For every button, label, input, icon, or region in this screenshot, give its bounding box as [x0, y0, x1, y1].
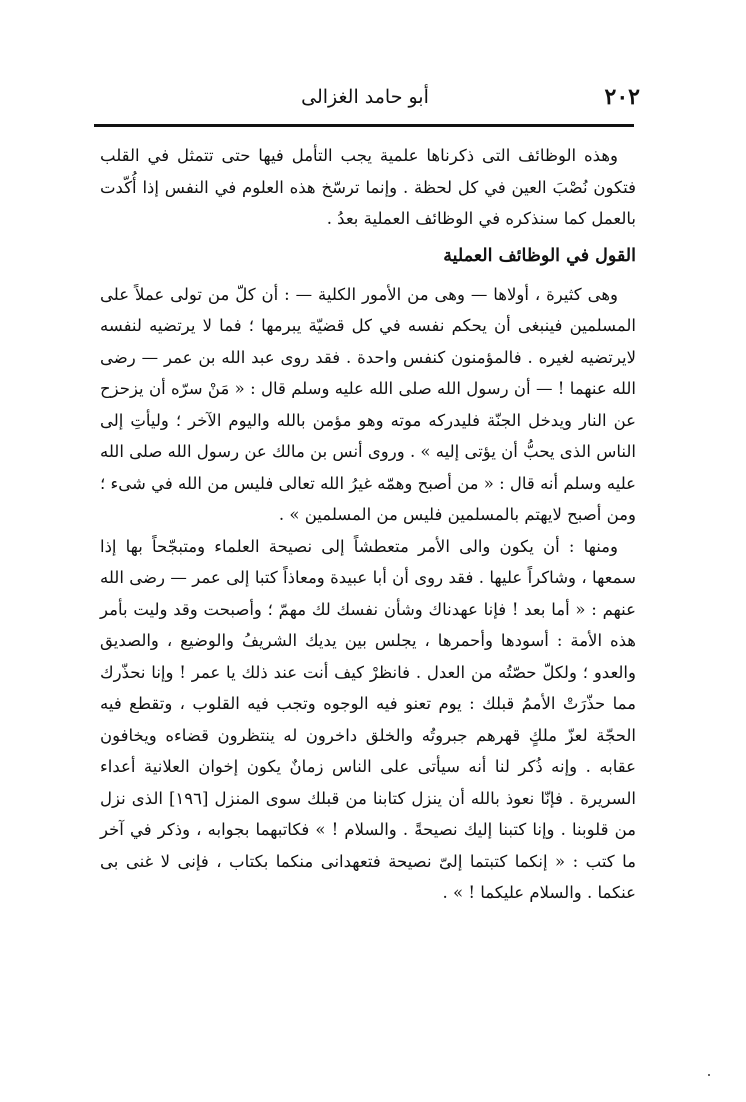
- paragraph-2: ومنها : أن يكون والى الأمر متعطشاً إلى نصيحة العلماء ومتبجّحاً بها إذا سمعها ، وشاكراً عليها . فقد روى أن أبا عبيدة ومعاذاً كتبا إلى عمر — رضى الله عنهم : « أما بعد ! فإنا عهدناك وشأن نفسك لك مهمّ ؛ وأصبحت وقد وليت بأمر هذه الأمة : أسودها وأحمرها ، يجلس بين يديك الشريفُ والوضيع ، والصديق والعدو ؛ ولكلّ حصّتُه من العدل . فانظرْ كيف أنت عند ذلك يا عمر ! وإنا نحذّرك مما حذّرَتْ الأممُ قبلك : يوم تعنو فيه الوجوه وتجب فيه القلوب ، وتقطع فيه الحجّة لعزّ ملكٍ قهرهم جبروتُه والخلق داخرون له ينتظرون قضاءه ويخافون عقابه . وإنه ذُكر لنا أنه سيأتى على الناس زمانٌ يكون إخوان العلانية أعداء السريرة . فإنّا نعوذ بالله أن ينزل كتابنا من قبلك سوى المنزل [١٩٦] الذى نزل من قلوبنا . وإنا كتبنا إليك نصيحةً . والسلام ! » فكاتبهما بجوابه ، وذكر في آخر ما كتب : « إنكما كتبتما إلىّ نصيحة فتعهدانى منكما بكتاب ، فإنى لا غنى بى عنكما . والسلام عليكما ! » .: [100, 536, 636, 902]
- body-text: [100, 140, 636, 909]
- intro-paragraph: وهذه الوظائف التى ذكرناها علمية يجب التأمل فيها حتى تتمثل في القلب فتكون نُصْبَ العين في كل لحظة . وإنما ترسّخ هذه العلوم في النفس إذا أُكّدت بالعمل كما سنذكره في الوظائف العملية بعدُ .: [100, 146, 636, 228]
- running-header: [90, 80, 640, 120]
- running-title: أبو حامد الغزالى: [301, 86, 429, 108]
- header-rule: [94, 124, 634, 127]
- section-heading: القول في الوظائف العملية: [443, 245, 636, 266]
- page-number: ٢٠٢: [604, 84, 640, 110]
- paragraph-1: وهى كثيرة ، أولاها — وهى من الأمور الكلية — : أن كلّ من تولى عملاً على المسلمين فينبغى أن يحكم نفسه في كل قضيّة يبرمها ؛ فما لا يرتضيه لنفسه لايرتضيه لغيره . فالمؤمنون كنفس واحدة . فقد روى عبد الله بن عمر — رضى الله عنهما ! — أن رسول الله صلى الله عليه وسلم قال : « مَنْ سرّه أن يزحزح عن النار ويدخل الجنّة فليدركه موته وهو مؤمن بالله واليوم الآخر ؛ وليأتِ إلى الناس الذى يحبُّ أن يؤتى إليه » . وروى أنس بن مالك عن رسول الله صلى الله عليه وسلم أنه قال : « من أصبح وهمّه غيرُ الله تعالى فليس من الله في شىء ؛ ومن أصبح لايهتم بالمسلمين فليس من المسلمين » .: [99, 284, 636, 524]
- page-speck: [708, 1074, 710, 1076]
